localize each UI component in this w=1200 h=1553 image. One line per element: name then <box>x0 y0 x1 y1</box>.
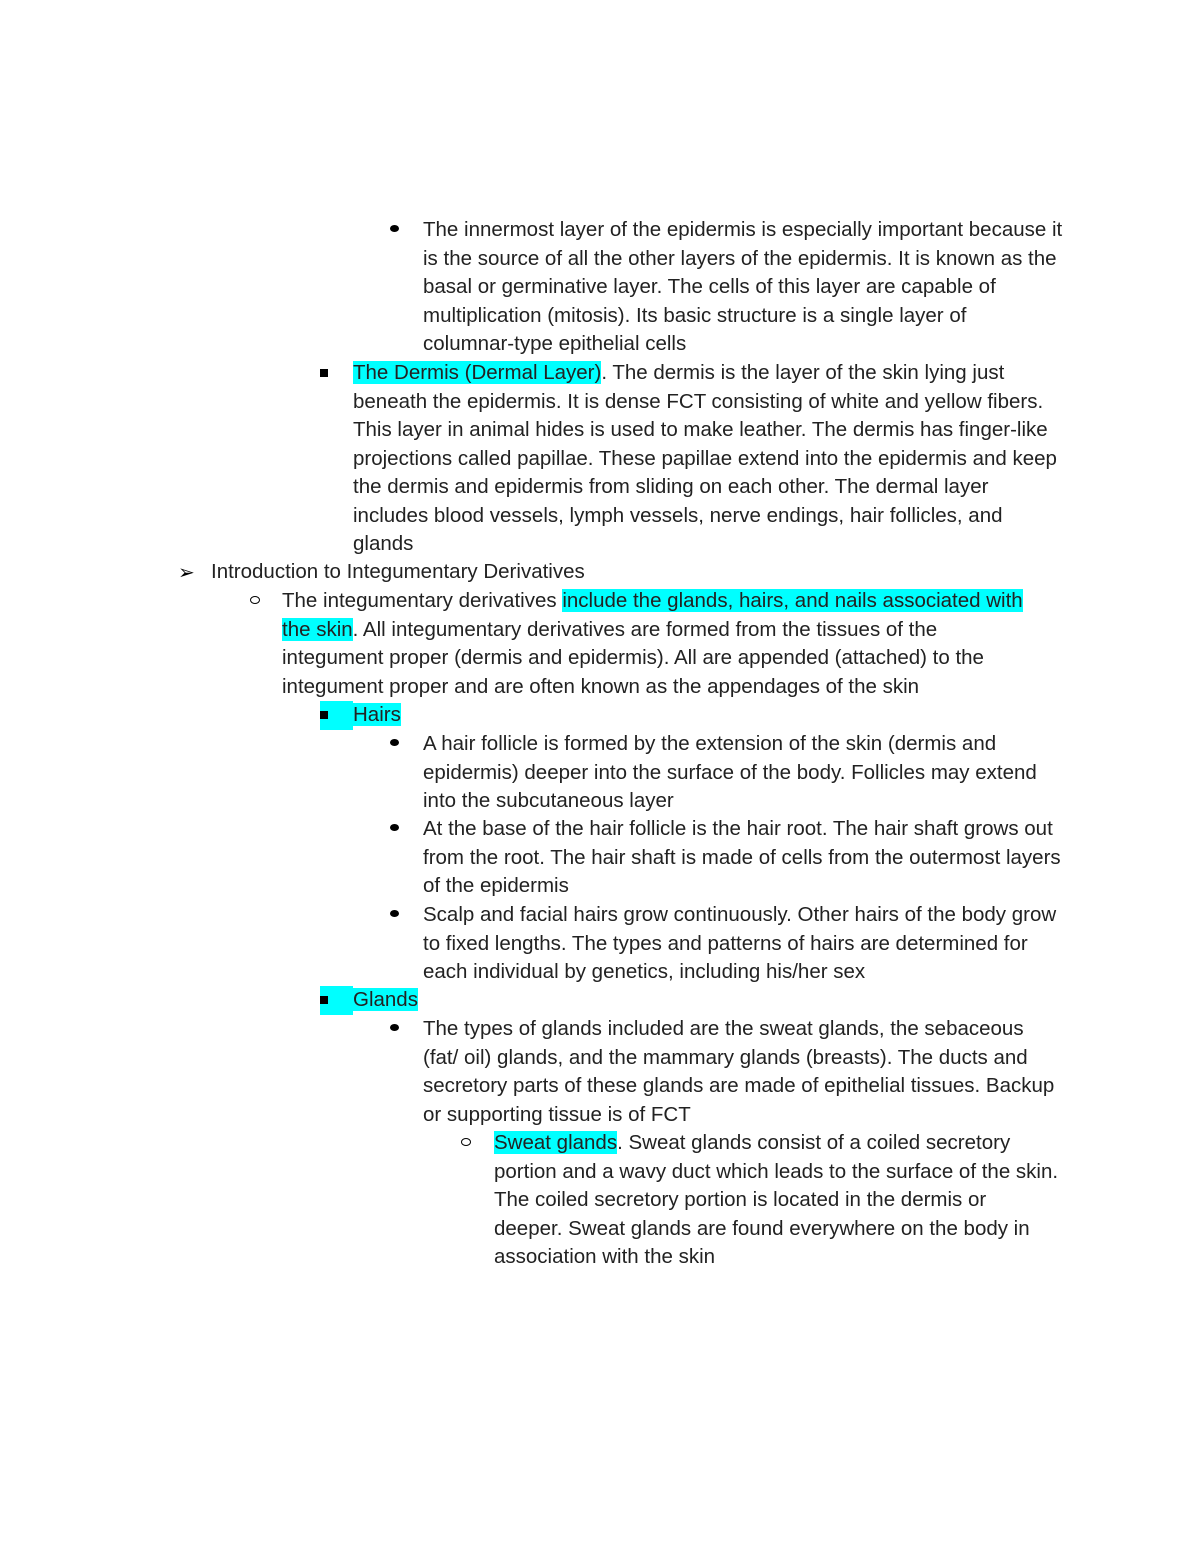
sweat-glands-highlight: Sweat glands <box>494 1131 618 1154</box>
hairs-heading-highlight: Hairs <box>353 703 401 726</box>
list-item-scalp-hair <box>423 901 1063 987</box>
glands-heading-highlight: Glands <box>353 988 418 1011</box>
list-item-innermost-layer <box>423 216 1063 359</box>
dermis-highlight: The Dermis (Dermal Layer) <box>353 361 602 384</box>
list-item-gland-types <box>423 1015 1063 1129</box>
list-item-sweat-glands <box>494 1129 1059 1272</box>
arrow-bullet-icon: ➢ <box>178 560 195 584</box>
square-bullet-icon <box>320 359 328 388</box>
list-item-hairs-heading <box>353 701 1063 730</box>
disc-bullet-icon <box>390 216 399 245</box>
disc-bullet-icon <box>390 901 399 930</box>
derivatives-highlight: include the glands, hairs, and nails associated with the skin <box>282 589 1023 641</box>
list-item-hair-root <box>423 815 1063 901</box>
dermis-text: . The dermis is the layer of the skin lying just beneath the epidermis. It is dense FCT consisting of white and yellow fibers. This layer in animal hides is used to make leather. The dermis has finger-like projections called papillae. These papillae extend into the epidermis and keep the dermis and epidermis from sliding on each other. The dermal layer includes blood vessels, lymph vessels, nerve endings, hair follicles, and glands <box>353 361 1057 555</box>
sweat-glands-text: . Sweat glands consist of a coiled secretory portion and a wavy duct which leads to the surface of the skin. The coiled secretory portion is located in the dermis or deeper. Sweat glands are found everywhere on the body in association with the skin <box>494 1131 1059 1268</box>
hair-root-text: At the base of the hair follicle is the hair root. The hair shaft grows out from the root. The hair shaft is made of cells from the outermost layers of the epidermis <box>423 817 1061 897</box>
gland-types-text: The types of glands included are the sweat glands, the sebaceous (fat/ oil) glands, and the mammary glands (breasts). The ducts and secretory parts of these glands are made of epithelial tissues. Backup or supporting tissue is of FCT <box>423 1017 1055 1126</box>
scalp-hair-text: Scalp and facial hairs grow continuously. Other hairs of the body grow to fixed lengths. The types and patterns of hairs are determined for each individual by genetics, including his/her sex <box>423 903 1057 983</box>
list-item-derivatives <box>282 587 1042 701</box>
circle-bullet-icon <box>461 1129 471 1158</box>
square-bullet-icon <box>320 986 353 1015</box>
derivatives-text-before: The integumentary derivatives <box>282 589 563 612</box>
list-item-intro-heading <box>211 558 1091 587</box>
disc-bullet-icon <box>390 1015 399 1044</box>
list-item-hair-follicle <box>423 730 1063 816</box>
list-item-dermis <box>353 359 1063 559</box>
square-bullet-icon <box>320 701 353 730</box>
hair-follicle-text: A hair follicle is formed by the extension of the skin (dermis and epidermis) deeper into the surface of the body. Follicles may extend into the subcutaneous layer <box>423 732 1037 812</box>
circle-bullet-icon <box>250 587 260 616</box>
intro-heading-text: Introduction to Integumentary Derivatives <box>211 560 585 583</box>
disc-bullet-icon <box>390 815 399 844</box>
innermost-layer-text: The innermost layer of the epidermis is especially important because it is the source of all the other layers of the epidermis. It is known as the basal or germinative layer. The cells of this layer are capable of multiplication (mitosis). Its basic structure is a single layer of columnar-type epithelial cells <box>423 218 1063 355</box>
derivatives-text-after: . All integumentary derivatives are formed from the tissues of the integument proper (dermis and epidermis). All are appended (attached) to the integument proper and are often known as the appendages of the skin <box>282 617 984 698</box>
list-item-glands-heading <box>353 986 1063 1015</box>
disc-bullet-icon <box>390 730 399 759</box>
